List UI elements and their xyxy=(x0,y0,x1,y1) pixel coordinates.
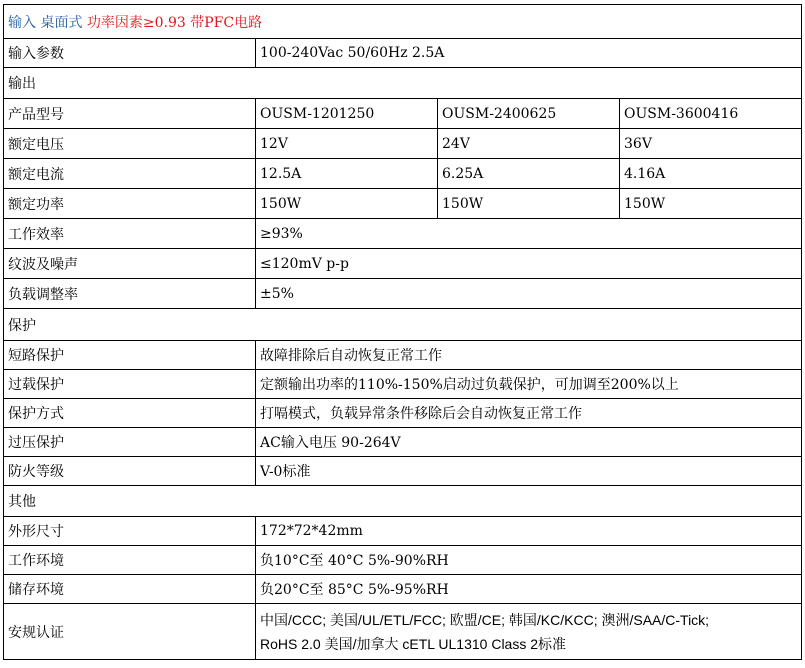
table-row xyxy=(4,189,802,219)
cell-value: 150W xyxy=(438,189,620,219)
cell-value: 4.16A xyxy=(620,159,802,189)
row-label: 纹波及噪声 xyxy=(4,249,256,279)
table-row xyxy=(4,575,802,604)
section-heading: 输出 xyxy=(4,68,802,99)
certification-line-2: RoHS 2.0 美国/加拿大 cETL UL1310 Class 2标准 xyxy=(260,635,567,652)
section-row-output xyxy=(4,68,802,99)
table-row xyxy=(4,546,802,575)
row-label: 产品型号 xyxy=(4,99,256,129)
cell-value: 24V xyxy=(438,129,620,159)
cell-value: OUSM-3600416 xyxy=(620,99,802,129)
row-label: 过压保护 xyxy=(4,428,256,457)
row-value: 故障排除后自动恢复正常工作 xyxy=(256,341,802,370)
row-label: 额定电压 xyxy=(4,129,256,159)
page-title xyxy=(4,5,802,39)
table-row xyxy=(4,604,802,660)
table-row xyxy=(4,279,802,309)
table-row xyxy=(4,428,802,457)
cell-value: 36V xyxy=(620,129,802,159)
table-row xyxy=(4,370,802,399)
cell-value: OUSM-1201250 xyxy=(256,99,438,129)
row-label: 外形尺寸 xyxy=(4,517,256,546)
section-heading: 其他 xyxy=(4,486,802,517)
section-row-other xyxy=(4,486,802,517)
row-value: ±5% xyxy=(256,279,802,309)
section-row-protection xyxy=(4,309,802,341)
certification-value xyxy=(256,604,802,660)
table-row xyxy=(4,39,802,68)
row-label: 过载保护 xyxy=(4,370,256,399)
table-row xyxy=(4,457,802,486)
section-heading: 保护 xyxy=(4,309,802,341)
row-value: 负20°C至 85°C 5%-95%RH xyxy=(256,575,802,604)
title-row xyxy=(4,5,802,39)
row-label: 短路保护 xyxy=(4,341,256,370)
row-value: AC输入电压 90-264V xyxy=(256,428,802,457)
cell-value: 150W xyxy=(620,189,802,219)
title-part-blue: 输入 桌面式 xyxy=(8,14,83,31)
row-label: 储存环境 xyxy=(4,575,256,604)
row-value: V-0标准 xyxy=(256,457,802,486)
table-row xyxy=(4,341,802,370)
table-row xyxy=(4,249,802,279)
row-value: ≥93% xyxy=(256,219,802,249)
row-value: 172*72*42mm xyxy=(256,517,802,546)
row-label: 保护方式 xyxy=(4,399,256,428)
row-value: 打嗝模式，负载异常条件移除后会自动恢复正常工作 xyxy=(256,399,802,428)
table-row xyxy=(4,219,802,249)
table-row xyxy=(4,129,802,159)
row-label: 防火等级 xyxy=(4,457,256,486)
row-label: 额定功率 xyxy=(4,189,256,219)
row-value: 100-240Vac 50/60Hz 2.5A xyxy=(256,39,802,68)
row-value: 负10°C至 40°C 5%-90%RH xyxy=(256,546,802,575)
cell-value: 150W xyxy=(256,189,438,219)
table-row xyxy=(4,159,802,189)
row-value: ≤120mV p-p xyxy=(256,249,802,279)
row-label: 输入参数 xyxy=(4,39,256,68)
title-part-red: 功率因素≥0.93 带PFC电路 xyxy=(86,14,263,31)
cell-value: 6.25A xyxy=(438,159,620,189)
row-value: 定额输出功率的110%-150%启动过负载保护，可加调至200%以上 xyxy=(256,370,802,399)
table-row xyxy=(4,99,802,129)
row-label: 工作效率 xyxy=(4,219,256,249)
row-label: 负载调整率 xyxy=(4,279,256,309)
table-row xyxy=(4,399,802,428)
certification-line-1: 中国/CCC; 美国/UL/ETL/FCC; 欧盟/CE; 韩国/KC/KCC; 澳洲/SAA/C-Tick; xyxy=(260,611,710,628)
cell-value: OUSM-2400625 xyxy=(438,99,620,129)
row-label: 工作环境 xyxy=(4,546,256,575)
row-label: 额定电流 xyxy=(4,159,256,189)
cell-value: 12V xyxy=(256,129,438,159)
table-row xyxy=(4,517,802,546)
cell-value: 12.5A xyxy=(256,159,438,189)
spec-table xyxy=(3,4,802,660)
row-label: 安规认证 xyxy=(4,604,256,660)
